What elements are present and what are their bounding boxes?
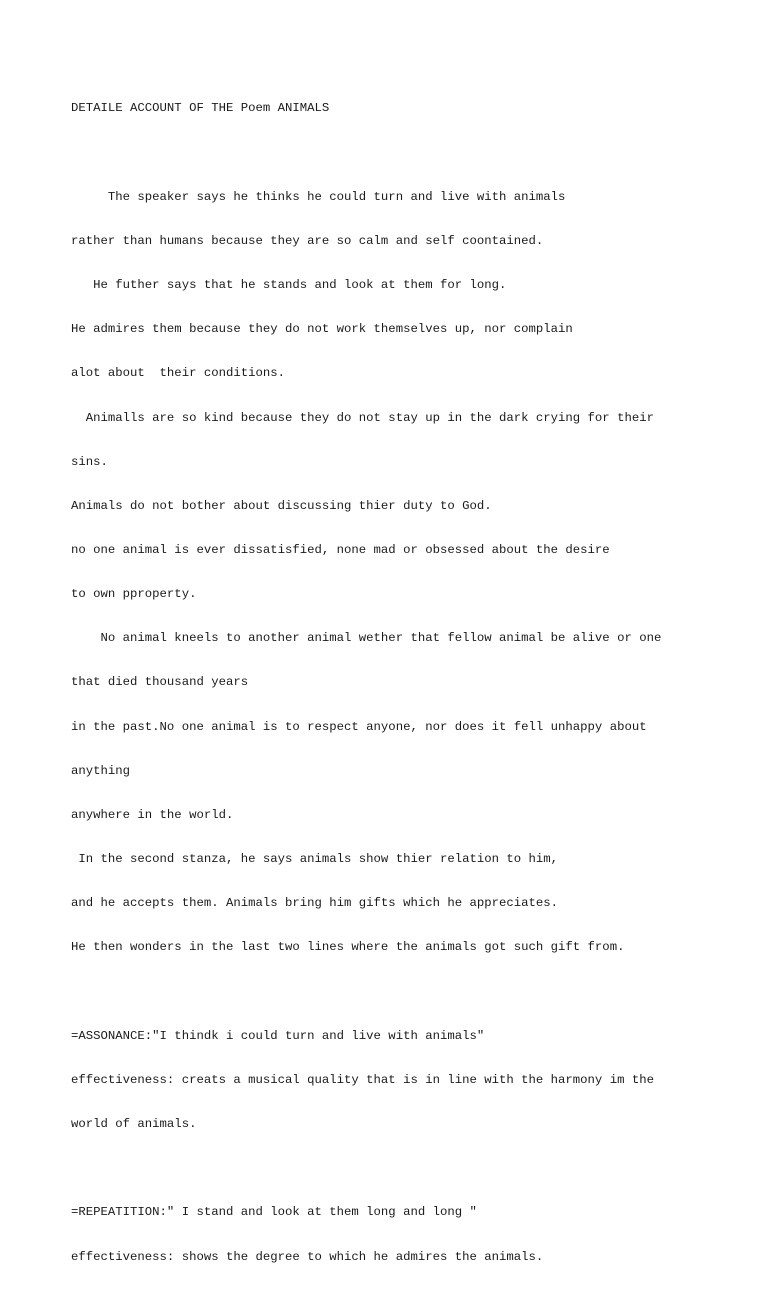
document-body <box>71 72 731 1294</box>
body-line: alot about their conditions. <box>71 366 286 381</box>
blank-line <box>71 146 731 161</box>
body-line: Animals do not bother about discussing thier duty to God. <box>71 498 492 513</box>
body-line: Animalls are so kind because they do not stay up in the dark crying for their <box>71 410 654 425</box>
body-line: no one animal is ever dissatisfied, none mad or obsessed about the desire <box>71 543 610 557</box>
body-line: to own pproperty. <box>71 587 197 602</box>
assonance-heading: =ASSONANCE:"I thindk i could turn and live with animals" <box>71 1028 485 1043</box>
body-line: in the past.No one animal is to respect anyone, nor does it fell unhappy about <box>71 719 647 734</box>
body-line: sins. <box>71 454 108 469</box>
assonance-effectiveness-cont: world of animals. <box>71 1117 197 1132</box>
assonance-effectiveness: effectiveness: creats a musical quality that is in line with the harmony im the <box>71 1072 654 1087</box>
blank-line <box>71 1161 731 1176</box>
body-line: rather than humans because they are so calm and self coontained. <box>71 233 544 248</box>
blank-line <box>71 985 731 1000</box>
body-line: He then wonders in the last two lines where the animals got such gift from. <box>71 940 625 955</box>
body-line: and he accepts them. Animals bring him gifts which he appreciates. <box>71 896 559 911</box>
body-line: anywhere in the world. <box>71 807 234 822</box>
document-title: DETAILE ACCOUNT OF THE Poem ANIMALS <box>71 101 330 116</box>
body-line: He admires them because they do not work themselves up, nor complain <box>71 322 573 337</box>
body-line: In the second stanza, he says animals show thier relation to him, <box>71 852 559 867</box>
repetition-effectiveness: effectiveness: shows the degree to which he admires the animals. <box>71 1249 544 1264</box>
body-line: that died thousand years <box>71 675 249 690</box>
repetition-heading: =REPEATITION:" I stand and look at them long and long " <box>71 1205 477 1220</box>
body-line: The speaker says he thinks he could turn and live with animals <box>71 189 566 204</box>
body-line: He futher says that he stands and look at them for long. <box>71 278 507 293</box>
body-line: No animal kneels to another animal wether that fellow animal be alive or one <box>71 631 662 646</box>
body-line: anything <box>71 763 131 778</box>
